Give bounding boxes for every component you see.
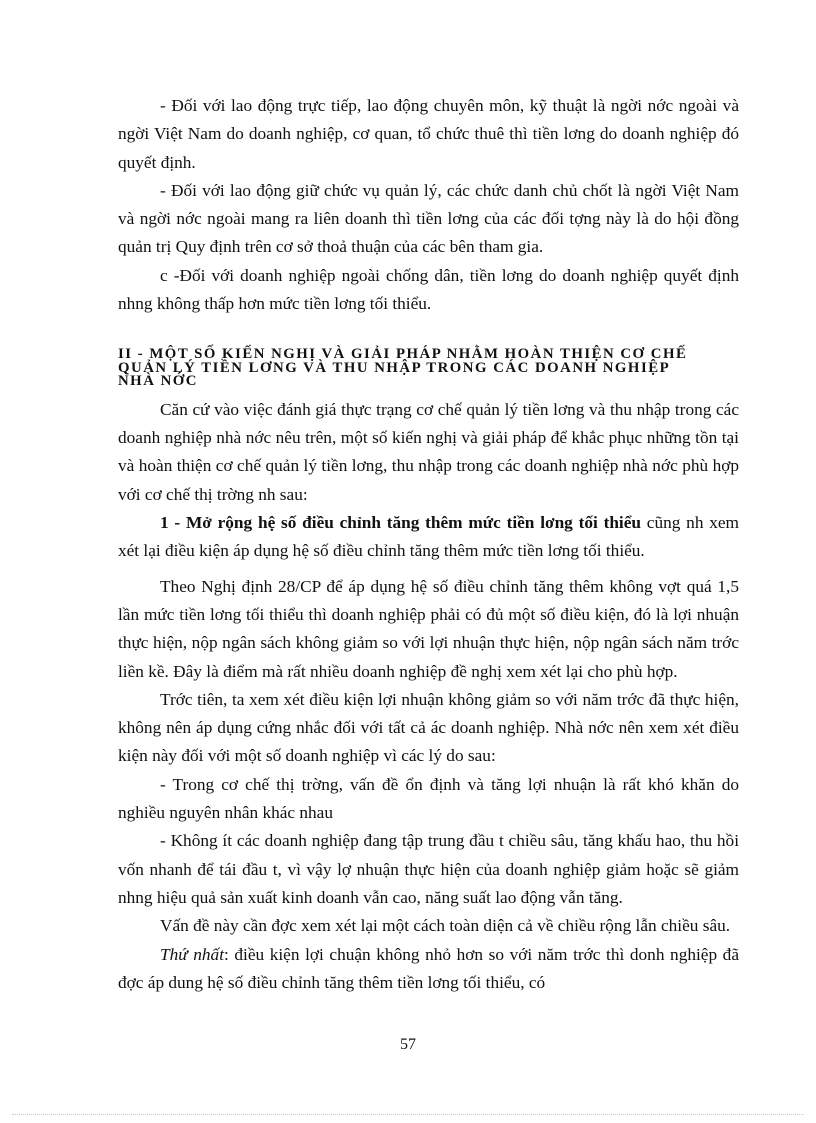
paragraph: Căn cứ vào việc đánh giá thực trạng cơ chế quản lý tiền lơng và thu nhập trong các doanh nghiệp nhà nớc nêu trên, một số kiến nghị và giải pháp để khắc phục những tồn tại và hoàn thiện cơ chế quản lý tiền lơng, thu nhập trong các doanh nghiệp nhà nớc phù hợp với cơ chế thị trờng nh sau:	[118, 399, 739, 504]
section-heading-line: II - MỘT SỐ KIẾN NGHỊ VÀ GIẢI PHÁP NHẰM HOÀN THIỆN CƠ CHẾ	[118, 346, 688, 363]
paragraph: Theo Nghị định 28/CP để áp dụng hệ số điều chỉnh tăng thêm không vợt quá 1,5 lần mức tiền lơng tối thiểu thì doanh nghiệp phải có đủ một số điều kiện, đó là lợi nhuận thực hiện, nộp ngân sách không giảm so với lợi nhuận thực hiện, nộp ngân sách năm trớc liền kề. Đây là điểm mà rất nhiều doanh nghiệp đề nghị xem xét lại cho phù hợp.	[118, 576, 739, 681]
document-body	[118, 92, 739, 997]
paragraph	[118, 941, 739, 998]
paragraph: - Trong cơ chế thị trờng, vấn đề ổn định và tăng lợi nhuận là rất khó khăn do nghiều nguyên nhân khác nhau	[118, 774, 739, 823]
subheading-bold: 1 - Mở rộng hệ số điều chỉnh tăng thêm mức tiền lơng tối thiểu	[160, 513, 642, 533]
paragraph: c -Đối với doanh nghiệp ngoài chống dân, tiền lơng do doanh nghiệp quyết định nhng không thấp hơn mức tiền lơng tối thiểu.	[118, 265, 739, 314]
paragraph: - Không ít các doanh nghiệp đang tập trung đầu t chiều sâu, tăng khấu hao, thu hồi vốn nhanh để tái đầu t, vì vậy lợ nhuận thực hiện của doanh nghiệp giảm hoặc sẽ giảm nhng hiệu quả sản xuất kinh doanh vẫn cao, năng suất lao động vẫn tăng.	[118, 831, 739, 907]
paragraph: Trớc tiên, ta xem xét điều kiện lợi nhuận không giảm so với năm trớc đã thực hiện, không nên áp dụng cứng nhắc đối với tất cả ác doanh nghiệp. Nhà nớc nên xem xét điều kiện này đối với một số doanh nghiệp vì các lý do sau:	[118, 689, 739, 766]
section-heading-line: QUẢN LÝ TIỀN LƠNG VÀ THU NHẬP TRONG CÁC DOANH NGHIỆP	[118, 359, 671, 376]
page-bottom-divider	[12, 1114, 804, 1115]
subheading-paragraph	[118, 509, 739, 566]
paragraph: - Đối với lao động giữ chức vụ quản lý, các chức danh chủ chốt là ngời Việt Nam và ngời nớc ngoài mang ra liên doanh thì tiền lơng của các đối tợng này là do hội đồng quản trị Quy định trên cơ sở thoả thuận của các bên tham gia.	[118, 180, 739, 257]
paragraph-text: : điều kiện lợi chuận không nhỏ hơn so với năm trớc thì donh nghiệp đã đợc áp dung hệ số điều chỉnh tăng thêm tiền lơng tối thiểu, có	[118, 944, 739, 992]
section-heading-line: NHÀ NỚC	[118, 373, 198, 390]
paragraph: - Đối với lao động trực tiếp, lao động chuyên môn, kỹ thuật là ngời nớc ngoài và ngời Việt Nam do doanh nghiệp, cơ quan, tổ chức thuê thì tiền lơng do doanh nghiệp đó quyết định.	[118, 96, 739, 172]
subheading-rest: cũng nh xem xét lại điều kiện áp dụng hệ số điều chỉnh tăng thêm mức tiền lơng tối thiểu.	[118, 513, 739, 561]
italic-lead: Thứ nhất	[160, 944, 224, 964]
page-number: 57	[400, 1036, 416, 1053]
section-heading	[118, 348, 739, 389]
paragraph: Vấn đề này cần đợc xem xét lại một cách toàn diện cả về chiều rộng lẫn chiều sâu.	[160, 916, 731, 936]
